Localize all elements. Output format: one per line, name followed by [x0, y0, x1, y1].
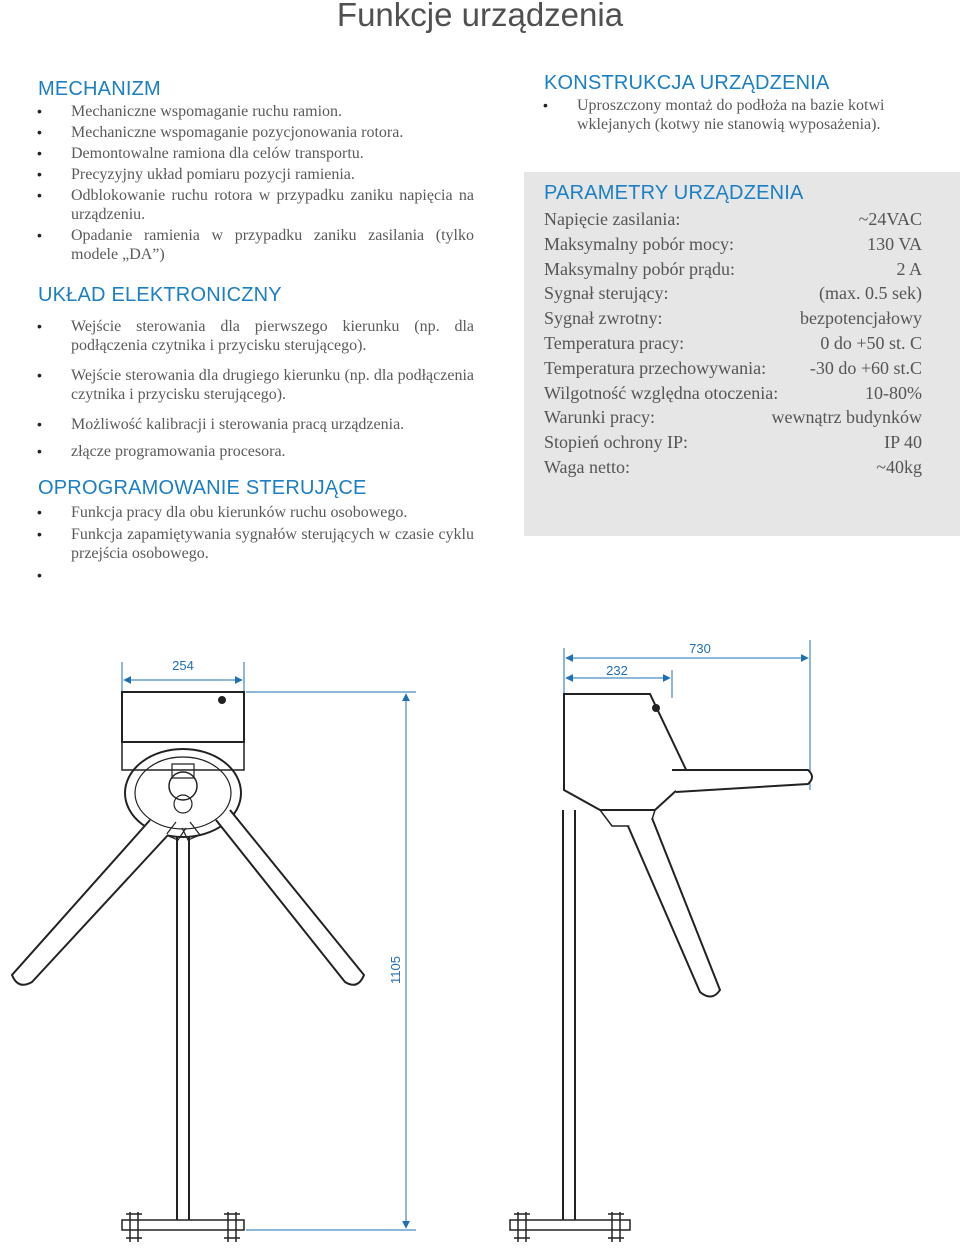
param-label: Wilgotność względna otoczenia:: [544, 382, 779, 403]
list-item: • Odblokowanie ruchu rotora w przypadku zaniku napięcia na urządzeniu.: [38, 186, 474, 224]
oprogramowanie-list: [38, 503, 474, 585]
dim-label-1105: 1105: [388, 956, 403, 984]
param-value: (max. 0.5 sek): [819, 283, 922, 304]
param-label: Stopień ochrony IP:: [544, 432, 688, 453]
mechanizm-list: [38, 102, 474, 264]
param-row: [544, 356, 922, 381]
param-row: [544, 381, 922, 406]
param-row: [544, 405, 922, 430]
param-label: Warunki pracy:: [544, 407, 656, 428]
list-item: • złącze programowania procesora.: [38, 442, 474, 461]
list-item: [38, 566, 474, 585]
param-row: [544, 331, 922, 356]
param-label: Temperatura pracy:: [544, 332, 685, 353]
oprogramowanie-heading: OPROGRAMOWANIE STERUJĄCE: [38, 477, 367, 499]
param-row: [544, 455, 922, 480]
param-label: Napięcie zasilania:: [544, 209, 681, 229]
param-row: [544, 430, 922, 455]
param-label: Sygnał sterujący:: [544, 283, 669, 304]
list-item: • Możliwość kalibracji i sterowania pracą urządzenia.: [38, 415, 474, 434]
param-row: [544, 281, 922, 306]
param-value: wewnątrz budynków: [771, 407, 922, 428]
param-label: Temperatura przechowywania:: [544, 357, 767, 378]
param-value: -30 do +60 st.C: [809, 357, 922, 378]
list-item: • Funkcja pracy dla obu kierunków ruchu osobowego.: [38, 503, 474, 522]
param-value: 2 A: [896, 258, 922, 279]
param-row: [544, 207, 922, 232]
param-label: Waga netto:: [544, 456, 631, 477]
left-column: [38, 76, 474, 588]
konstrukcja-list: [544, 96, 934, 134]
elektronika-list: [38, 317, 474, 461]
parametry-heading: PARAMETRY URZĄDZENIA: [544, 182, 804, 204]
konstrukcja-section: [544, 72, 934, 134]
dim-label-232: 232: [606, 663, 628, 678]
dimension-side: [564, 640, 810, 790]
param-label: Maksymalny pobór mocy:: [544, 233, 734, 254]
param-value: 10-80%: [865, 382, 922, 403]
param-label: Sygnał zwrotny:: [544, 308, 663, 329]
dim-label-254: 254: [172, 658, 194, 673]
list-item: • Mechaniczne wspomaganie pozycjonowania rotora.: [38, 123, 474, 142]
list-item: • Mechaniczne wspomaganie ruchu ramion.: [38, 102, 474, 121]
param-row: [544, 306, 922, 331]
list-item: • Demontowalne ramiona dla celów transportu.: [38, 144, 474, 163]
param-value: IP 40: [884, 432, 922, 453]
page-title: Funkcje urządzenia: [336, 0, 624, 33]
list-item: • Funkcja zapamiętywania sygnałów sterujących w czasie cyklu przejścia osobowego.: [38, 525, 474, 563]
front-view: [12, 658, 416, 1242]
param-label: Maksymalny pobór prądu:: [544, 258, 735, 279]
param-row: [544, 257, 922, 282]
list-item: • Opadanie ramienia w przypadku zaniku zasilania (tylko modele „DA”): [38, 226, 474, 264]
side-view: [510, 640, 812, 1242]
param-value: 0 do +50 st. C: [820, 332, 922, 353]
list-item: • Uproszczony montaż do podłoża na bazie kotwi wklejanych (kotwy nie stanowią wyposażenia).: [544, 96, 934, 134]
param-value: ~40kg: [876, 456, 922, 477]
dim-label-730: 730: [689, 641, 711, 656]
technical-drawing: [0, 630, 960, 1253]
param-row: [544, 232, 922, 257]
konstrukcja-heading: KONSTRUKCJA URZĄDZENIA: [544, 72, 830, 94]
list-item: • Precyzyjny układ pomiaru pozycji ramienia.: [38, 165, 474, 184]
param-value: bezpotencjałowy: [800, 308, 922, 329]
param-value: 130 VA: [867, 233, 922, 254]
list-item: • Wejście sterowania dla pierwszego kierunku (np. dla podłączenia czytnika i przycisku sterującego).: [38, 317, 474, 355]
mechanizm-heading: MECHANIZM: [38, 78, 161, 100]
parametry-box: [524, 172, 960, 536]
param-value: ~24VAC: [858, 209, 922, 229]
elektronika-heading: UKŁAD ELEKTRONICZNY: [38, 284, 282, 306]
list-item: • Wejście sterowania dla drugiego kierunku (np. dla podłączenia czytnika i przycisku sterującego).: [38, 366, 474, 404]
